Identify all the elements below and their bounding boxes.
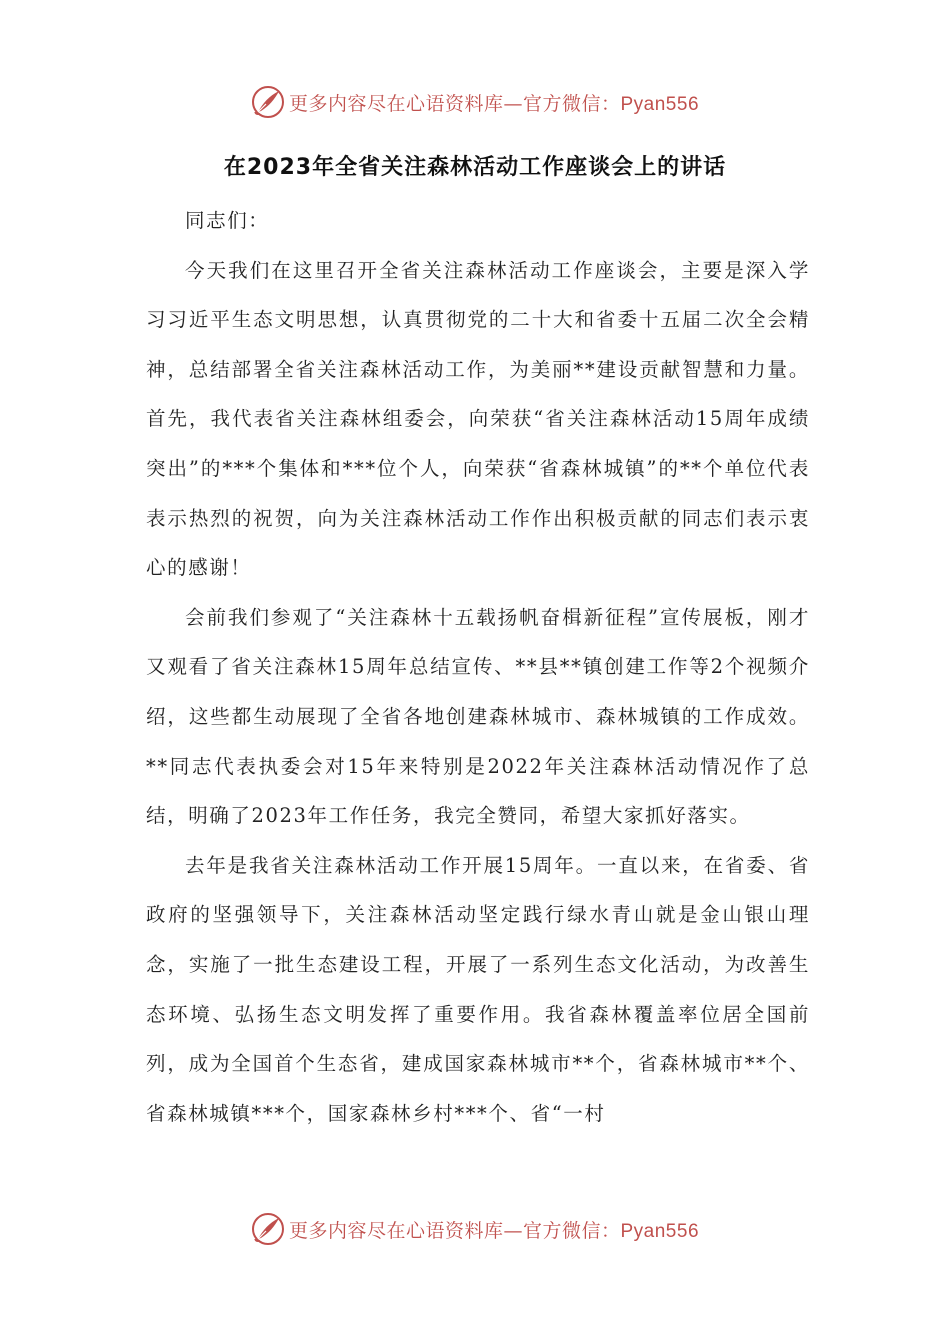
banner-suffix-text: 官方微信： — [522, 92, 621, 115]
greeting: 同志们： — [185, 209, 270, 232]
banner-text — [289, 89, 699, 116]
header-banner — [0, 82, 950, 122]
banner-text — [289, 1216, 699, 1243]
banner-main-text: 更多内容尽在心语资料库 — [288, 92, 504, 115]
banner-main-text: 更多内容尽在心语资料库 — [288, 1219, 504, 1242]
document-title: 在2023年全省关注森林活动工作座谈会上的讲话 — [223, 155, 727, 180]
banner-separator: — — [503, 92, 523, 115]
document-body — [146, 196, 810, 1138]
banner-wechat-id: Pyan556 — [620, 1220, 700, 1242]
paragraph: 去年是我省关注森林活动工作开展15周年。一直以来，在省委、省政府的坚强领导下，关注森林活动坚定践行绿水青山就是金山银山理念，实施了一批生态建设工程，开展了一系列生态文化活动，为改善生态环境、弘扬生态文明发挥了重要作用。我省森林覆盖率位居全国前列，成为全国首个生态省，建成国家森林城市**个，省森林城市**个、省森林城镇***个，国家森林乡村***个、省“一村 — [146, 853, 810, 1125]
paragraph: 会前我们参观了“关注森林十五载扬帆奋楫新征程”宣传展板，刚才又观看了省关注森林15周年总结宣传、**县**镇创建工作等2个视频介绍，这些都生动展现了全省各地创建森林城市、森林城镇的工作成效。**同志代表执委会对15年来特别是2022年关注森林活动情况作了总结，明确了2023年工作任务，我完全赞同，希望大家抓好落实。 — [146, 605, 810, 828]
footer-banner — [0, 1209, 950, 1249]
banner-separator: — — [503, 1219, 523, 1242]
quill-pen-logo-icon — [251, 1212, 285, 1246]
quill-pen-logo-icon — [251, 85, 285, 119]
banner-suffix-text: 官方微信： — [522, 1219, 621, 1242]
banner-wechat-id: Pyan556 — [620, 93, 700, 115]
paragraph: 今天我们在这里召开全省关注森林活动工作座谈会，主要是深入学习习近平生态文明思想，认真贯彻党的二十大和省委十五届二次全会精神，总结部署全省关注森林活动工作，为美丽**建设贡献智慧和力量。首先，我代表省关注森林组委会，向荣获“省关注森林活动15周年成绩突出”的***个集体和***位个人，向荣获“省森林城镇”的**个单位代表表示热烈的祝贺，向为关注森林活动工作作出积极贡献的同志们表示衷心的感谢！ — [146, 258, 810, 580]
